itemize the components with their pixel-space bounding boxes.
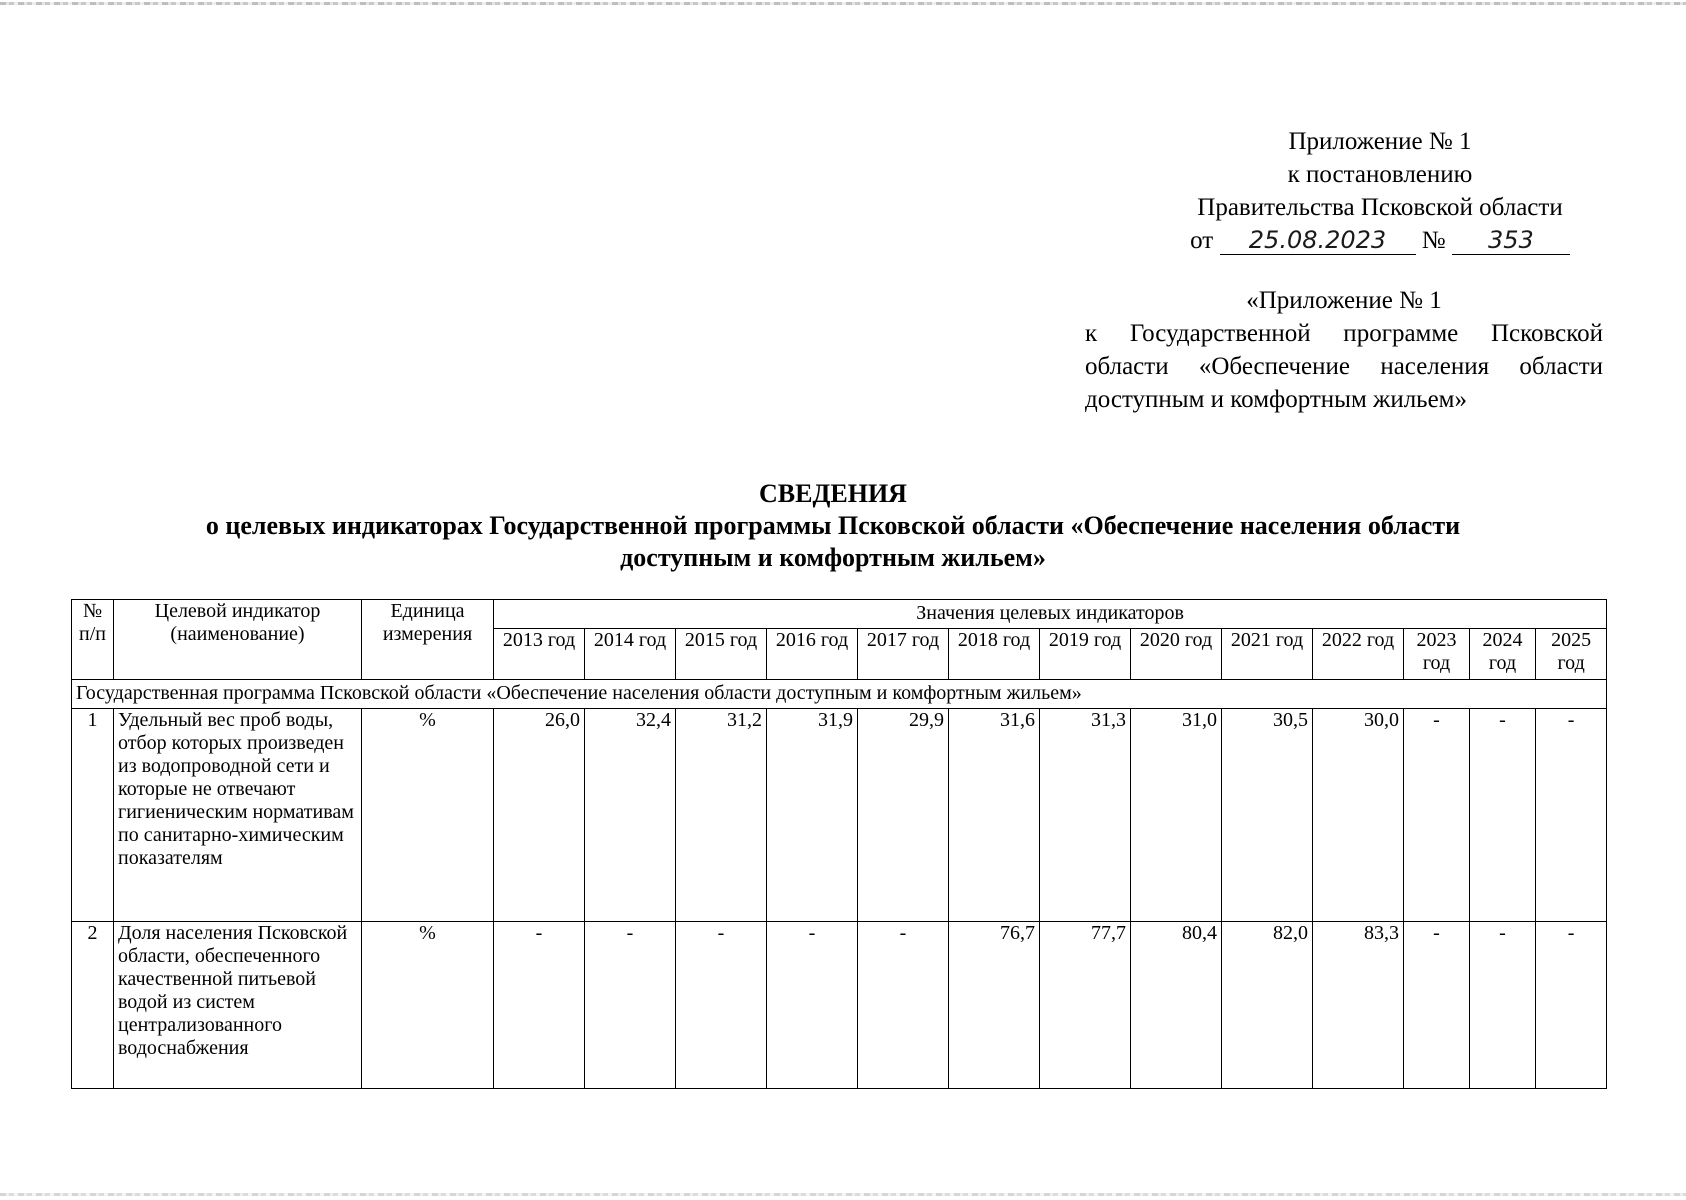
title-heading: СВЕДЕНИЯ <box>759 479 907 508</box>
header-year: 2022 год <box>1313 629 1404 680</box>
value-cell: - <box>1404 922 1470 1089</box>
value-cell: - <box>767 922 858 1089</box>
resolution-annex-header <box>1160 125 1600 257</box>
value-cell: 31,0 <box>1131 709 1222 922</box>
indicators-table <box>71 599 1607 1089</box>
header-year: 2019 год <box>1040 629 1131 680</box>
handwritten-number: 353 <box>1452 226 1570 255</box>
header-year: 2018 год <box>949 629 1040 680</box>
header-unit: Единица измерения <box>362 600 494 680</box>
indicator-unit: % <box>362 922 494 1089</box>
annex-label: Приложение № 1 <box>1288 128 1472 155</box>
header-year: 2024 год <box>1470 629 1536 680</box>
value-cell: 31,2 <box>676 709 767 922</box>
value-cell: - <box>676 922 767 1089</box>
value-cell: 31,9 <box>767 709 858 922</box>
value-cell: 83,3 <box>1313 922 1404 1089</box>
header-values: Значения целевых индикаторов <box>494 600 1607 629</box>
resolution-label: к постановлению <box>1287 161 1473 188</box>
scan-edge-bottom <box>0 1193 1686 1196</box>
title-subheading-2: доступным и комфортным жильем» <box>620 543 1046 572</box>
government-label: Правительства Псковской области <box>1197 194 1563 221</box>
program-annex-header <box>1085 284 1603 416</box>
program-annex-line-4: доступным и комфортным жильем» <box>1085 386 1467 413</box>
value-cell: 80,4 <box>1131 922 1222 1089</box>
header-year: 2023 год <box>1404 629 1470 680</box>
value-cell: 29,9 <box>858 709 949 922</box>
header-indicator-name: Целевой индикатор (наименование) <box>114 600 362 680</box>
value-cell: 82,0 <box>1222 922 1313 1089</box>
header-year: 2021 год <box>1222 629 1313 680</box>
value-cell: - <box>1470 922 1536 1089</box>
value-cell: - <box>1470 709 1536 922</box>
header-year: 2015 год <box>676 629 767 680</box>
value-cell: 31,6 <box>949 709 1040 922</box>
value-cell: - <box>858 922 949 1089</box>
date-number-line <box>1160 224 1600 257</box>
section-row <box>72 680 1607 709</box>
header-year: 2013 год <box>494 629 585 680</box>
value-cell: 26,0 <box>494 709 585 922</box>
table-row <box>72 709 1607 922</box>
header-year: 2014 год <box>585 629 676 680</box>
program-annex-label: «Приложение № 1 <box>1246 287 1442 314</box>
section-title: Государственная программа Псковской области «Обеспечение населения области доступным и комфортным жильем» <box>72 680 1607 709</box>
indicator-name: Удельный вес проб воды, отбор которых произведен из водопроводной сети и которые не отвечают гигиеническим нормативам по санитарно-химическим показателям <box>114 709 362 922</box>
value-cell: 30,5 <box>1222 709 1313 922</box>
header-year: 2025 год <box>1536 629 1607 680</box>
value-cell: 31,3 <box>1040 709 1131 922</box>
row-number: 1 <box>72 709 114 922</box>
title-subheading-1: о целевых индикаторах Государственной программы Псковской области «Обеспечение населения области <box>205 511 1461 540</box>
number-prefix: № <box>1421 227 1446 254</box>
value-cell: - <box>494 922 585 1089</box>
value-cell: - <box>585 922 676 1089</box>
header-year: 2017 год <box>858 629 949 680</box>
indicator-name: Доля населения Псковской области, обеспеченного качественной питьевой водой из систем централизованного водоснабжения <box>114 922 362 1089</box>
date-prefix: от <box>1190 227 1214 254</box>
value-cell: 76,7 <box>949 922 1040 1089</box>
value-cell: - <box>1536 709 1607 922</box>
document-title <box>100 478 1566 574</box>
handwritten-date: 25.08.2023 <box>1220 226 1416 255</box>
value-cell: - <box>1404 709 1470 922</box>
value-cell: 32,4 <box>585 709 676 922</box>
table-row <box>72 922 1607 1089</box>
value-cell: 77,7 <box>1040 922 1131 1089</box>
value-cell: 30,0 <box>1313 709 1404 922</box>
scan-edge-top <box>0 2 1686 5</box>
row-number: 2 <box>72 922 114 1089</box>
header-year: 2020 год <box>1131 629 1222 680</box>
program-annex-line-3: области «Обеспечение населения области <box>1085 353 1603 380</box>
value-cell: - <box>1536 922 1607 1089</box>
header-no: № п/п <box>72 600 114 680</box>
indicator-unit: % <box>362 709 494 922</box>
program-annex-line-2: к Государственной программе Псковской <box>1085 320 1603 347</box>
header-year: 2016 год <box>767 629 858 680</box>
